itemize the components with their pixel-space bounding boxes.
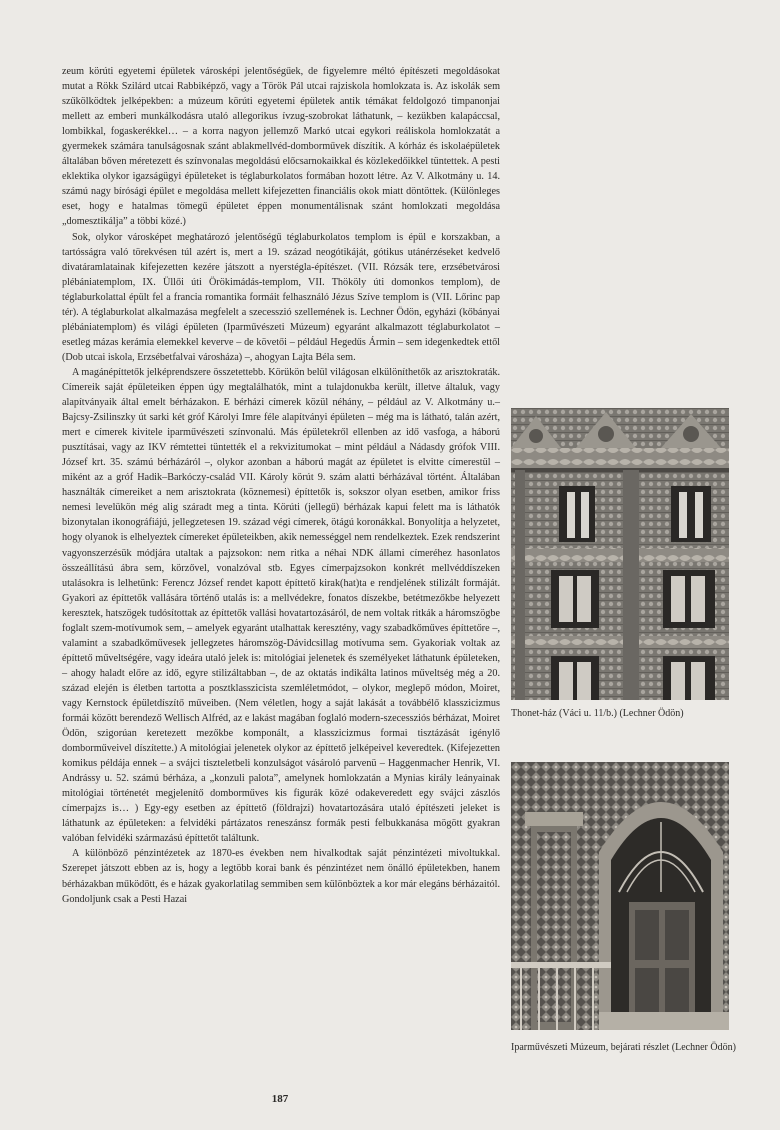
paragraph-3: A magánépíttetők jelképrendszere összetettebb. Körükön belül világosan elkülöníthetők az arisztokraták. Címereik saját épületeiken éppen úgy megtalálhatók, mint a tulajdonukba került, illetve általuk, vagy alapítványaik által emelt bérházakon. E bérházi címerek közül néhány, – például az V. Alkotmány u.–Bajcsy-Zsilinszky út sarki két gróf Károlyi Imre féle alapítványi épületen – még ma is látható, talán azért, mert e címerek kivitele iparművészeti színvonalú. Más épületekről ellenben az idő vasfoga, a háború pusztításai, vagy az IKV rémtettei tüntették el a rekvizitumokat – mint például a Nádasdy grófok VIII. József krt. 35. számú bérházáról –, olykor azonban a háború magát az épületet is elvitte címerestül – miként az a gróf Hadik–Barkóczy-család VII. Károly körút 9. szám alatti bérházával történt. Általában használták címereiket a nem arisztokrata (köznemesi) építtetők is, sokszor olyan esetben, amikor friss nemesi levelükön még alig száradt meg a tinta. Körúti (jellegű) bérházak kapui felett ma is láthatók bizonytalan ikonográfiájú, jellegzetesen 19. század végi címerek, ötágú koronákkal. Bonyolítja a helyzetet, hogy olyanok is elhelyeztek címereket épületeikben, akik nemességgel nem rendelkeztek. Ezek rendszerint vagyonszerzésük módjára utaltak a pajzsokon: nem ritka a néhai NDK állami címeréhez hasonlatos összeállítású ábra sem, körzővel, vonalzóval stb. Egyes címerpajzsokon konkrét mellvéddíszeken utalásokra is lelhetünk: Ferencz József rendet kapott építtető kirak(hat)ta e rendjelének stilizált formáját. Gyakori az építtetők vallására történő utalás is: a mellvédekre, fonatos díszekbe, betétmezőkbe helyezett keresztek, hatszögek tudósítottak az építtetők vallási hovatartozásáról, de nem voltak ritkák a háromszögbe foglalt szem-motívumok sem, – amelyek egyaránt utalhattak keresztény, vagy szabadkőműves építtetőre –, valamint a szabadkőművesek jellegzetes háromszög-Dávidcsillag motívuma sem. Gyakoriak voltak az építtető műveltségére, vagy ideára utaló jelek is: mitológiai jelenetek és személyeket láthatunk épületeken, – ahogy haladt előre az idő, egyre stilizáltabban –, de az oktatás indikálta latinos műveltség még a 20. század elején is életben tartotta a posztklasszicista szemléletmódot, – olykor, meglepő módon, Moiret, vagy Kernstock épületdíszítő műveiben. (Nem véletlen, hogy a saját lakását a továbbélő klasszicizmus formái között berendező Wellisch Alfréd, az e lakást magában foglaló modern-szecessziós bérházat, Moiret Ödön, szigorúan keretezett mezőkbe komponált, a klasszicizmus formai tisztázását igénylő domborműveivel díszítette.) A mitológiai jelenetek olykor az építtető jelképeivel keveredtek. (Kifejezetten komikus példája ennek – a svájci tiszteletbeli konzulságot vásároló parvenü – Haggenmacher Henrik, VI. Andrássy u. 52. számú bérháza, a „konzuli palota”, amelynek homlokzatán a Mynias király leányainak mitológiai történetét megjelenítő domborműves kis figurák közé odakeveredett egy svájci zászlós címerpajzs is… ) Egy-egy esetben az építtető (földrajzi) hovatartozására utaló építészeti jeleket is láthatunk az épületeken: a felvidéki pártázatos reneszánsz formák pesti felbukkanása mögött gyakran valóban felvidéki származású építtetőt találtunk. <box>62 366 500 845</box>
figure-caption-2: Iparművészeti Múzeum, bejárati részlet (Lechner Ödön) <box>511 1042 736 1053</box>
paragraph-1: zeum körúti egyetemi épületek városképi jelentőségűek, de figyelemre méltó építészeti megoldásokat mutat a Rökk Szilárd utcai Rabbiképző, vagy a Török Pál utcai rajziskola homlokzata is. Az iskolák sem szűkölködtek jelképekben: a múzeum körúti egyetemi épületek antik témákat feldolgozó timpanonjai mellett az emberi munkálkodásra utaló allegorikus ívzug-szobrokat láthatunk, – kezükben kalapáccsal, lombikkal, fogaskerékkel… – a korra nagyon jellemző Markó utcai egykori reáliskola homlokzatát a gyermekek számára tanulságosnak szánt ablakmellvéd-domborművek díszítik. A kórház és iskolaépületek általában bőven méretezett és színvonalas megoldású előcsarnokaikkal és közlekedőikkel tüntettek. A pesti eklektika olykor igazságügyi épületeket is téglaburkolatos formában hozott létre. Az V. Alkotmány u. 14. számú nagy bírósági épület e megoldása mellett kifejezetten financiális okok miatt döntöttek. (Különleges eset, hogy e hatalmas tömegű épületet éppen monumentálisnak szánt homlokzati megoldása „domesztikálja” a többi közé.) <box>62 66 500 228</box>
figure-iparmuveszeti-muzeum-photo <box>511 762 729 1030</box>
building-facade-photo-icon <box>511 408 729 700</box>
page-number: 187 <box>271 1093 289 1105</box>
paragraph-2: Sok, olykor városképet meghatározó jelentőségű téglaburkolatos templom is épül e korszakban, a tartósságra való törekvésen túl azért is, mert a 19. század neogótikáját, gótikus utánérzéseket kedvelő divatáramlatainak kifejezetten kezére játszott a nyerstégla-építészet. (VII. Rózsák tere, erzsébetvárosi plébániatemplom, IX. Üllői úti Örökimádás-templom, VII. Thököly úti domonkos templom), de téglaburkolattal épült fel a francia romantika formáit felhasználó Jézus Szíve templom is (VII. Lőrinc pap tér). A téglaburkolat alkalmazása megfelelt a szecesszió szellemének is. Lechner Ödön, egyházi (kőbányai plébániatemplom) és világi épületen (Iparművészeti Múzeum) egyaránt alkalmazott téglaburkolatot – esetleg mázas kerámia elemekkel keverve – de követői – például Hegedűs Ármin – sem idegenkedtek ettől (Dob utcai iskola, Erzsébetfalvai városháza) –, ahogyan Lajta Béla sem. <box>62 231 500 363</box>
museum-entrance-photo-icon <box>511 762 729 1030</box>
figure-caption-1: Thonet-ház (Váci u. 11/b.) (Lechner Ödön) <box>511 708 684 719</box>
body-text <box>62 64 500 907</box>
figure-thonet-haz-photo <box>511 408 729 700</box>
paragraph-4: A különböző pénzintézetek az 1870-es években nem hivalkodtak saját pénzintézeti mivoltukkal. Szerepet játszott ebben az is, hogy a legtöbb korai bank és pénzintézet nem önálló épületekben, hanem bérházakban működött, és e házak gyakorlatilag semmiben sem különböztek a kor már elegáns bérházaitól. Gondoljunk csak a Pesti Hazai <box>62 848 500 905</box>
